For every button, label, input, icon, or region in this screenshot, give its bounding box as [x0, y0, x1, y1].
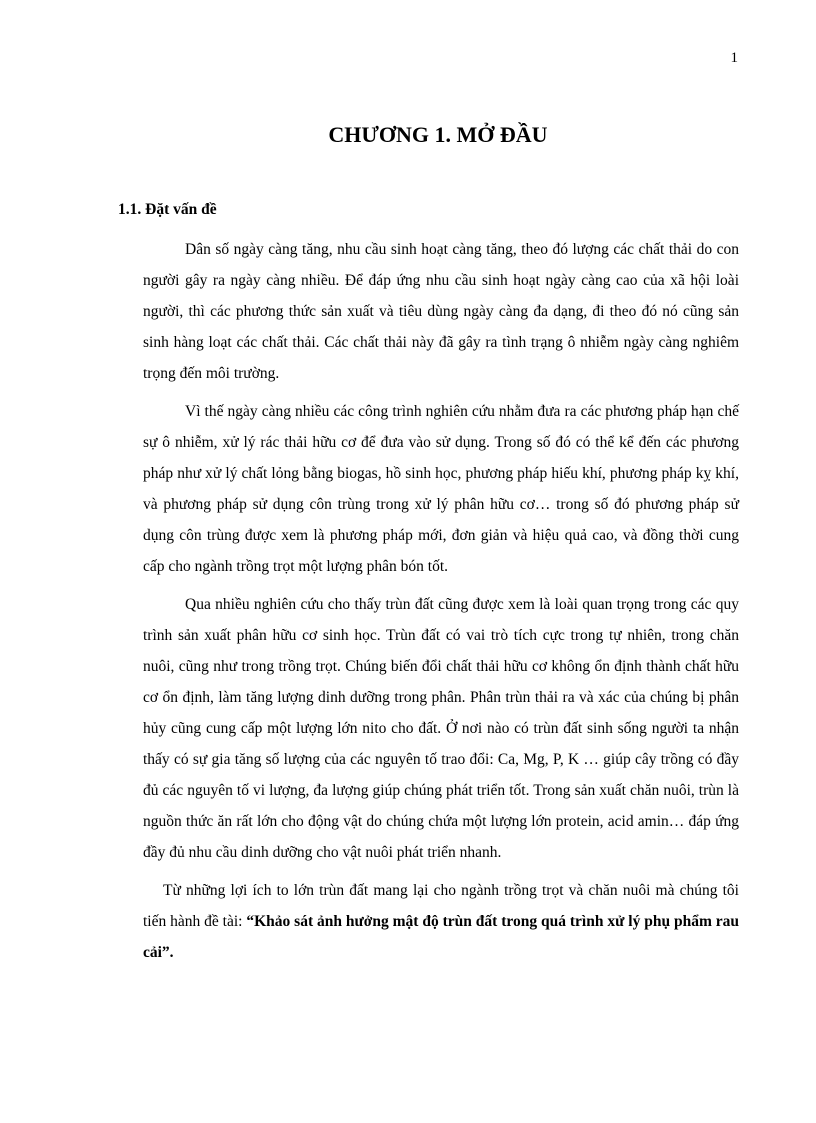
thesis-title: “Khảo sát ảnh hưởng mật độ trùn đất trong quá trình xử lý phụ phẩm rau cải”.	[143, 913, 739, 961]
section-heading: 1.1. Đặt vấn đề	[118, 201, 217, 218]
closing-lead-text: Từ những lợi ích to lớn trùn đất mang lại cho ngành trồng trọt và chăn nuôi mà chúng tôi tiến hành đề tài:	[143, 882, 739, 930]
page-number: 1	[730, 50, 738, 66]
paragraph-closing	[143, 875, 739, 968]
chapter-title: CHƯƠNG 1. MỞ ĐẦU	[328, 122, 548, 147]
body-text	[143, 234, 739, 975]
paragraph-earthworm: Qua nhiều nghiên cứu cho thấy trùn đất cũng được xem là loài quan trọng trong các quy trình sản xuất phân hữu cơ sinh học. Trùn đất có vai trò tích cực trong tự nhiên, trong chăn nuôi, cũng như trong trồng trọt. Chúng biến đổi chất thải hữu cơ không ổn định thành chất hữu cơ ổn định, làm tăng lượng dinh dưỡng trong phân. Phân trùn thải ra và xác của chúng bị phân hủy cũng cung cấp một lượng lớn nito cho đất. Ở nơi nào có trùn đất sinh sống người ta nhận thấy có sự gia tăng số lượng của các nguyên tố trao đổi: Ca, Mg, P, K … giúp cây trồng có đầy đủ các nguyên tố vi lượng, đa lượng giúp chúng phát triển tốt. Trong sản xuất chăn nuôi, trùn là nguồn thức ăn rất lớn cho động vật do chúng chứa một lượng lớn protein, acid amin… đáp ứng đầy đủ nhu cầu dinh dưỡng cho vật nuôi phát triển nhanh.	[143, 596, 739, 861]
paragraph-methods: Vì thế ngày càng nhiều các công trình nghiên cứu nhằm đưa ra các phương pháp hạn chế sự ô nhiễm, xử lý rác thải hữu cơ để đưa vào sử dụng. Trong số đó có thể kể đến các phương pháp như xử lý chất lỏng bằng biogas, hồ sinh học, phương pháp hiếu khí, phương pháp kỵ khí, và phương pháp sử dụng côn trùng trong xử lý phân hữu cơ… trong số đó phương pháp sử dụng côn trùng được xem là phương pháp mới, đơn giản và hiệu quả cao, và đồng thời cung cấp cho ngành trồng trọt một lượng phân bón tốt.	[143, 403, 739, 575]
paragraph-population: Dân số ngày càng tăng, nhu cầu sinh hoạt càng tăng, theo đó lượng các chất thải do con người gây ra ngày càng nhiều. Để đáp ứng nhu cầu sinh hoạt ngày càng cao của xã hội loài người, thì các phương thức sản xuất và tiêu dùng ngày càng đa dạng, đi theo đó nó cũng sản sinh hàng loạt các chất thải. Các chất thải này đã gây ra tình trạng ô nhiễm ngày càng nghiêm trọng đến môi trường.	[143, 241, 739, 382]
